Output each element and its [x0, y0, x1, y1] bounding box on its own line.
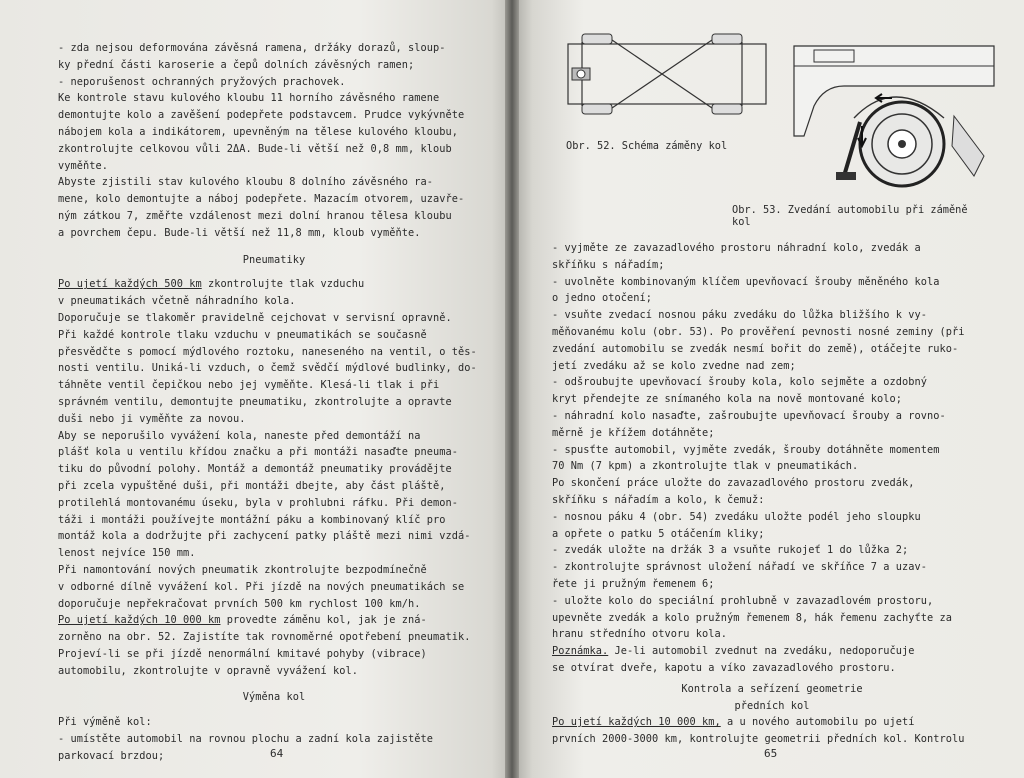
- rotation-interval: Po ujetí každých 10 000 km: [58, 614, 221, 627]
- page-number-left: 64: [270, 747, 284, 760]
- page-number-right: 65: [764, 747, 778, 760]
- figures-area: [552, 0, 988, 240]
- wheels-body-text: Při výměně kol: - umístěte automobil na rovnou plochu a zadní kola zajistěte parkovací brzdou;: [58, 716, 433, 762]
- heading-tyres: Pneumatiky: [242, 253, 306, 266]
- note-paragraph: [552, 643, 992, 677]
- rotation-paragraph: [58, 612, 490, 679]
- tyres-intro-rest: zkontrolujte tlak vzduchu v pneumatikách včetně náhradního kola.: [58, 278, 365, 308]
- rotation-rest: provedte záměnu kol, jak je zná- zorněno na obr. 52. Zajistíte tak rovnoměrné opotřebení pneumatik. Projeví-li se při jízdě nenormální kmitavé pohyby (vibrace) automobilu, zkontrolujte v opravně vyvážení kol.: [58, 614, 471, 677]
- wheel-rotation-diagram: [562, 30, 772, 130]
- heading-geometry-line1: Kontrola a seřízení geometrie: [681, 682, 863, 695]
- heading-wheels: Výměna kol: [242, 691, 306, 704]
- geometry-interval: Po ujetí každých 10 000 km,: [552, 716, 721, 729]
- right-page: [512, 0, 1024, 778]
- car-jacking-illustration: [784, 26, 996, 194]
- figure-52-caption: Obr. 52. Schéma záměny kol: [566, 140, 728, 152]
- right-body-text: - vyjměte ze zavazadlového prostoru náhradní kolo, zvedák a skříňku s nářadím; - uvolněte kombinovaným klíčem upevňovací šrouby měněného kola o jedno otočení; - vsuňte zvedací nosnou páku zvedáku do lůžka bližšího k vy- měňovanému kolu (obr. 53). Po prověření pevnosti nosné zeminy (při zvedání automobilu se zvedák nesmí bořit do země), otáčejte ruko- jetí zvedáku až se kolo zvedne nad zem; - odšroubujte upevňovací šrouby kola, kolo sejměte a ozdobný kryt přendejte ze snímaného kola na nově montované kolo; - náhradní kolo nasaďte, zašroubujte upevňovací šrouby a rovno- měrně je křížem dotáhněte; - spusťte automobil, vyjměte zvedák, šrouby dotáhněte momentem 70 Nm (7 kpm) a zkontrolujte tlak v pneumatikách. Po skončení práce uložte do zavazadlového prostoru zvedák, skříňku s nářadím a kolo, k čemuž: - nosnou páku 4 (obr. 54) zvedáku uložte podél jeho sloupku a opřete o patku 5 otáčením kliky; - zvedák uložte na držák 3 a vsuňte rukojeť 1 do lůžka 2; - zkontrolujte správnost uložení nářadí ve skříňce 7 a uzav- řete ji pružným řemenem 6; - uložte kolo do speciální prohlubně v zavazadlovém prostoru, upevněte zvedák a kolo pružným řemenem 8, hák řemenu zachyťte za hranu středního otvoru kola.: [552, 242, 965, 641]
- note-label: Poznámka.: [552, 645, 609, 658]
- tyres-interval: Po ujetí každých 500 km: [58, 278, 202, 291]
- tyres-paragraph: [58, 276, 490, 310]
- book-gutter: [505, 0, 519, 778]
- left-intro-text: - zda nejsou deformována závěsná ramena, držáky dorazů, sloup- ky přední části karoserie a čepů dolních závěsných ramen; - neporušenost ochranných pryžových prachovek. Ke kontrole stavu kulového kloubu 11 horního závěsného ramene demontujte kolo a zavěšení podepřete podstavcem. Prudce vykývněte nábojem kola a indikátorem, upevněným na tělese kulového kloubu, zkontrolujte celkovou vůli 2ΔA. Bude-li větší než 0,8 mm, kloub vyměňte. Abyste zjistili stav kulového kloubu 8 dolního závěsného ra- mene, kolo demontujte a náboj podepřete. Mazacím otvorem, uzavře- ným zátkou 7, změřte vzdálenost mezi dolní hranou tělesa kloubu a povrchem čepu. Bude-li větší než 11,8 mm, kloub vyměňte.: [58, 42, 465, 239]
- geometry-paragraph: [552, 714, 992, 748]
- tyres-body-text: Doporučuje se tlakoměr pravidelně cejchovat v servisní opravně. Při každé kontrole tlaku vzduchu v pneumatikách se současně přesvědčte s pomocí mýdlového roztoku, naneseného na ventil, o těs- nosti ventilu. Uniká-li vzduch, o čemž svědčí mýdlové budlinky, do- táhněte ventil čepičkou nebo jej vyměňte. Klesá-li tlak i při správném ventilu, demontujte pneumatiku, zkontrolujte a opravte duši nebo ji vyměňte za novou. Aby se neporušilo vyvážení kola, naneste před demontáží na plášť kola u ventilu křídou značku a při montáži nasaďte pneuma- tiku do původní polohy. Montáž a demontáž pneumatiky provádějte při zcela vypuštěné duši, při montáži dbejte, aby část pláště, protilehlá montovanému úseku, byla v prohlubni ráfku. Při demon- táži i montáži používejte montážní páku a kombinovaný klíč pro montáž kola a dodržujte při zachycení patky pláště mezi nimi vzdá- lenost nejvíce 150 mm. Při namontování nových pneumatik zkontrolujte bezpodmínečně v odborné dílně vyvážení kol. Při jízdě na nových pneumatikách se doporučuje nepřekračovat prvních 500 km rychlost 100 km/h.: [58, 311, 477, 610]
- figure-53-caption: Obr. 53. Zvedání automobilu při záměně kol: [732, 204, 968, 228]
- note-rest: Je-li automobil zvednut na zvedáku, nedoporučuje se otvírat dveře, kapotu a víko zavazadlového prostoru.: [552, 645, 915, 674]
- heading-geometry-line2: předních kol: [734, 699, 810, 712]
- geometry-rest: a u nového automobilu po ujetí prvních 2000-3000 km, kontrolujte geometrii předních kol. Kontrolu: [552, 716, 965, 746]
